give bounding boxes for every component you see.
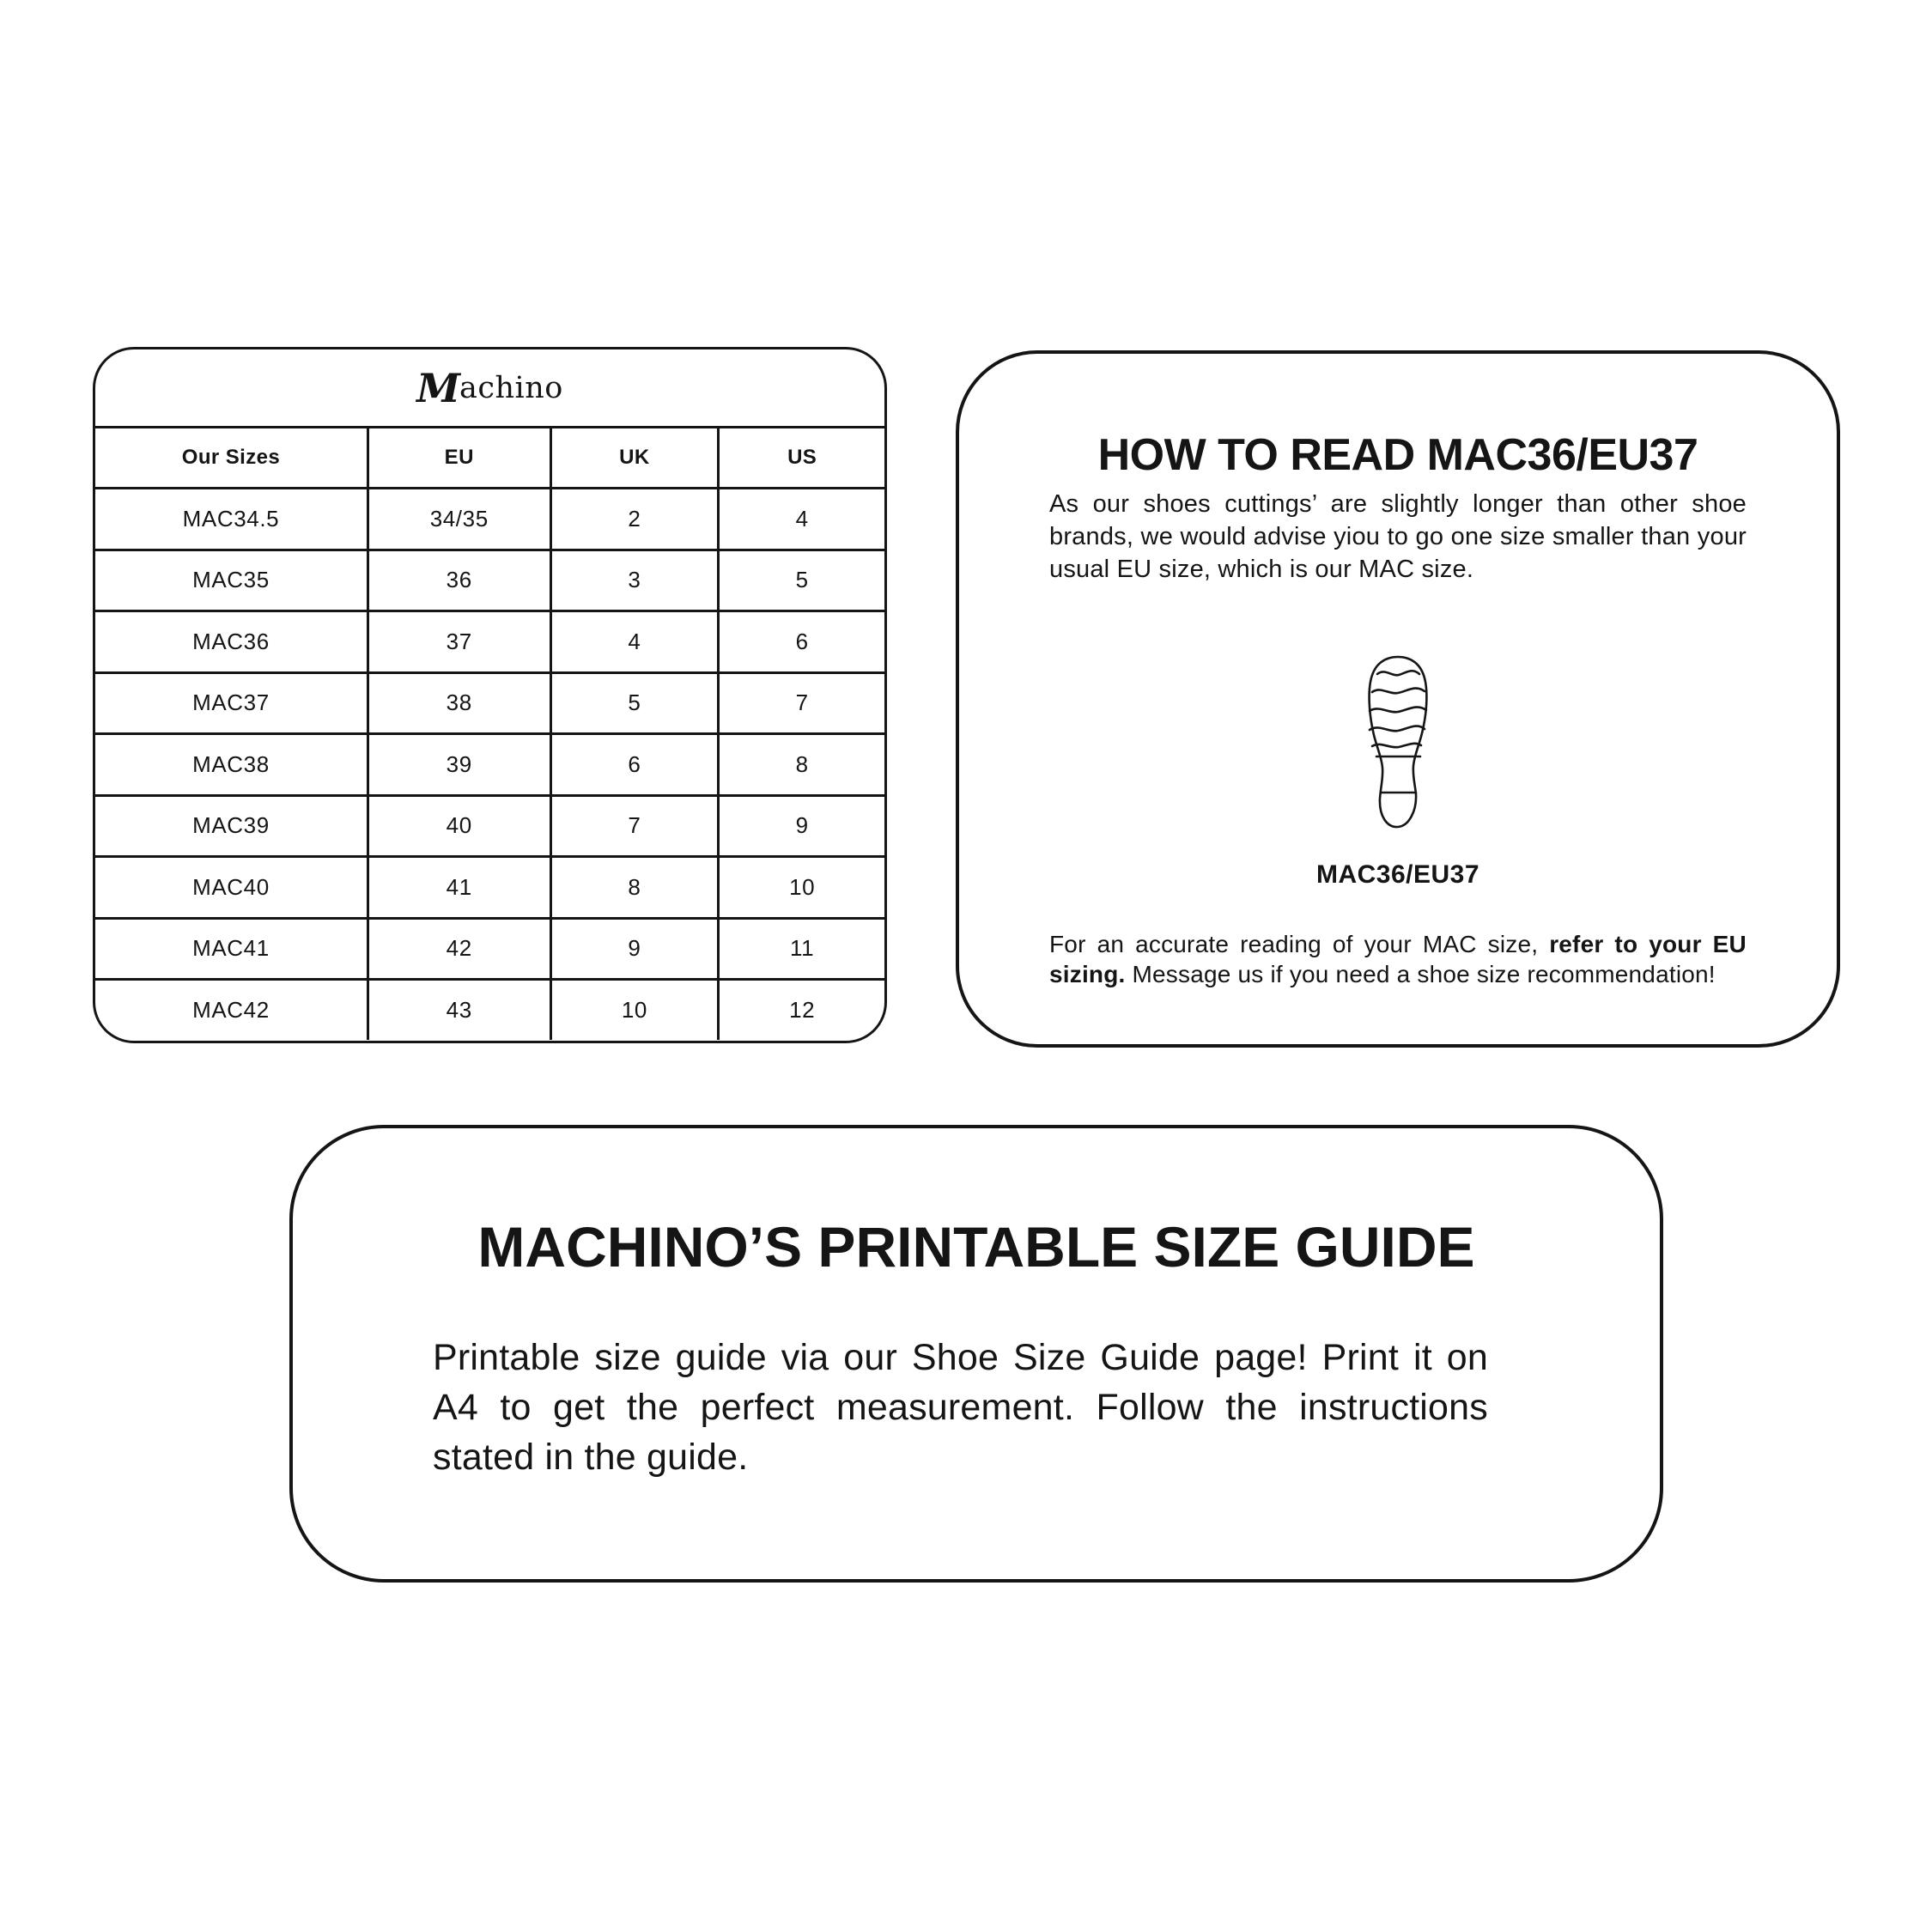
size-table-cell: 8 xyxy=(717,732,884,794)
size-conversion-table xyxy=(95,426,884,1040)
sole-diagram-label: MAC36/EU37 xyxy=(1315,860,1480,889)
printable-guide-body: Printable size guide via our Shoe Size Guide page! Print it on A4 to get the perfect measurement. Follow the instructions stated in the guide. xyxy=(433,1337,1488,1478)
size-table-cell: 41 xyxy=(367,855,550,917)
size-table-cell: 42 xyxy=(367,917,550,979)
size-table-header-cell: US xyxy=(717,426,884,487)
how-to-read-footer xyxy=(1049,929,1747,989)
size-table-cell: MAC35 xyxy=(95,549,367,611)
size-table-cell: 38 xyxy=(367,671,550,733)
size-table-cell: 43 xyxy=(367,978,550,1040)
brand-logo-text: achino xyxy=(459,370,563,405)
size-table-cell: 34/35 xyxy=(367,487,550,549)
shoe-sole-icon xyxy=(959,654,1837,826)
size-table-cell: 8 xyxy=(550,855,718,917)
brand-logo xyxy=(95,349,884,426)
size-table-cell: 39 xyxy=(367,732,550,794)
size-table-cell: 9 xyxy=(550,917,718,979)
size-table-cell: MAC37 xyxy=(95,671,367,733)
size-table-header-cell: UK xyxy=(550,426,718,487)
size-table-cell: MAC40 xyxy=(95,855,367,917)
printable-guide-card xyxy=(289,1125,1663,1583)
size-table-cell: 7 xyxy=(550,794,718,856)
footer-text: For an accurate reading of your MAC size, xyxy=(1049,931,1550,957)
size-table-cell: MAC36 xyxy=(95,610,367,671)
size-table-cell: 3 xyxy=(550,549,718,611)
size-table-cell: 12 xyxy=(717,978,884,1040)
how-to-read-title: HOW TO READ MAC36/EU37 xyxy=(1097,430,1698,480)
size-table-card xyxy=(93,347,887,1043)
size-table-cell: 7 xyxy=(717,671,884,733)
size-table-cell: 10 xyxy=(550,978,718,1040)
size-table-cell: MAC41 xyxy=(95,917,367,979)
how-to-read-body: As our shoes cuttings’ are slightly longer than other shoe brands, we would advise yiou to go one size smaller than your usual EU size, which is our MAC size. xyxy=(1049,490,1747,583)
size-table-cell: 5 xyxy=(550,671,718,733)
size-table-cell: 37 xyxy=(367,610,550,671)
size-table-cell: 5 xyxy=(717,549,884,611)
footer-text-end: Message us if you need a shoe size recommendation! xyxy=(1125,961,1716,987)
size-table-cell: 36 xyxy=(367,549,550,611)
how-to-read-card xyxy=(956,350,1840,1048)
size-table-cell: MAC42 xyxy=(95,978,367,1040)
size-table-cell: 4 xyxy=(550,610,718,671)
brand-logo-initial: M xyxy=(416,364,459,411)
footer-bold-text: refer to your EU sizing. xyxy=(1049,931,1747,987)
size-table-cell: 9 xyxy=(717,794,884,856)
printable-guide-title: MACHINO’S PRINTABLE SIZE GUIDE xyxy=(477,1215,1475,1279)
size-table-cell: 40 xyxy=(367,794,550,856)
size-table-cell: 11 xyxy=(717,917,884,979)
size-table-cell: 10 xyxy=(717,855,884,917)
size-table-cell: MAC38 xyxy=(95,732,367,794)
size-table-cell: 6 xyxy=(717,610,884,671)
size-table-cell: MAC39 xyxy=(95,794,367,856)
size-table-header-cell: Our Sizes xyxy=(95,426,367,487)
size-table-cell: MAC34.5 xyxy=(95,487,367,549)
size-table-cell: 2 xyxy=(550,487,718,549)
size-table-header-cell: EU xyxy=(367,426,550,487)
size-table-cell: 4 xyxy=(717,487,884,549)
size-table-cell: 6 xyxy=(550,732,718,794)
